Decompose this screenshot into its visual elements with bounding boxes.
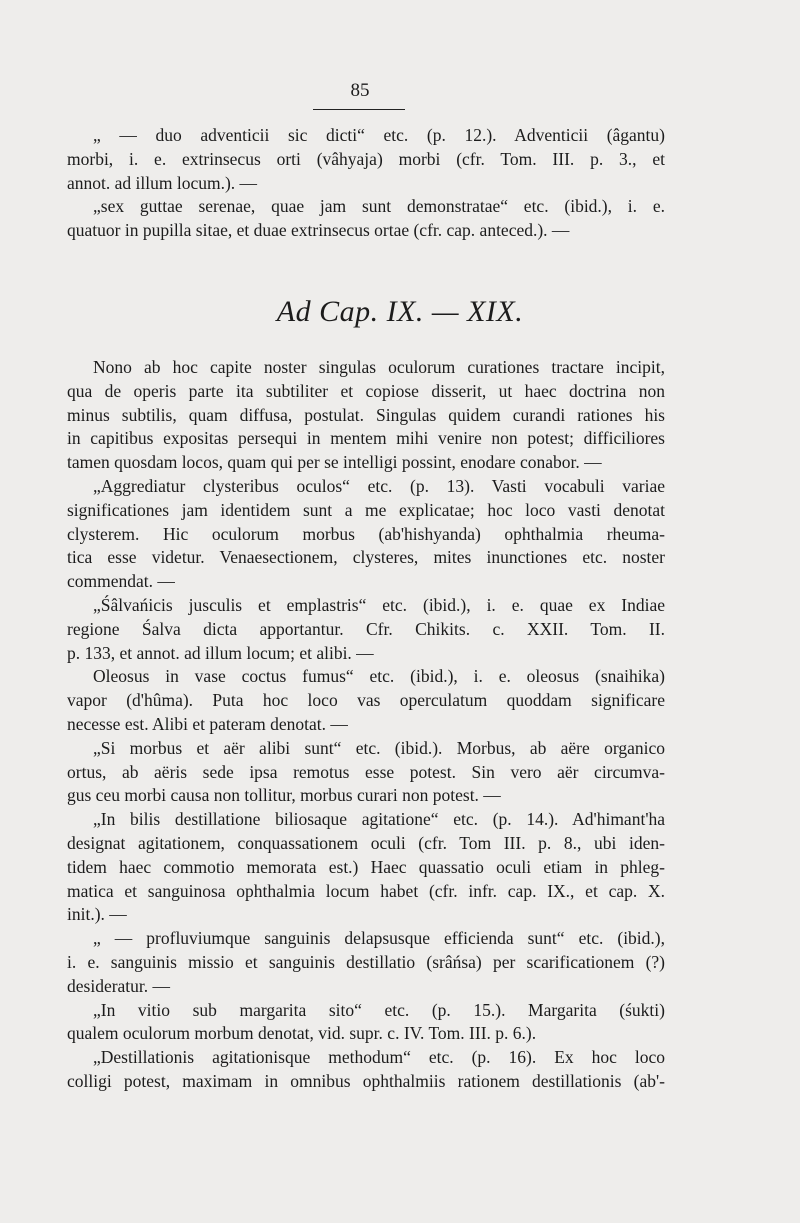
text-line: init.). — <box>67 904 127 925</box>
commentary-body <box>67 356 665 1094</box>
text-line: „In vitio sub margarita sito“ etc. (p. 15.). Margarita (śukti) <box>93 999 665 1020</box>
section-heading: Ad Cap. IX. — XIX. <box>276 295 524 328</box>
text-line: in capitibus expositas persequi in mentem mihi venire non potest; difficiliores <box>67 428 665 449</box>
text-line: vapor (d'hûma). Puta hoc loco vas operculatum quoddam significare <box>67 690 665 711</box>
text-line: necesse est. Alibi et pateram denotat. — <box>67 713 348 734</box>
text-line: „In bilis destillatione biliosaque agitatione“ etc. (p. 14.). Ad'himant'ha <box>93 809 665 830</box>
text-line: annot. ad illum locum.). — <box>67 172 258 193</box>
text-line: „ — duo adventicii sic dicti“ etc. (p. 12.). Adventicii (âgantu) <box>93 125 665 145</box>
text-line: colligi potest, maximam in omnibus ophthalmiis rationem destillationis (ab'- <box>67 1070 665 1091</box>
text-line: significationes jam identidem sunt a me explicatae; hoc loco vasti denotat <box>67 499 665 520</box>
text-line: „Destillationis agitationisque methodum“ etc. (p. 16). Ex hoc loco <box>93 1047 665 1068</box>
text-line: „sex guttae serenae, quae jam sunt demonstratae“ etc. (ibid.), i. e. <box>93 196 665 217</box>
text-line: „Aggrediatur clysteribus oculos“ etc. (p. 13). Vasti vocabuli variae <box>93 475 665 496</box>
text-line: i. e. sanguinis missio et sanguinis destillatio (srâńsa) per scarificationem (?) <box>67 951 665 972</box>
text-line: desideratur. — <box>67 975 171 996</box>
text-line: minus subtilis, quam diffusa, postulat. Singulas quidem curandi rationes his <box>67 404 665 425</box>
text-line: matica et sanguinosa ophthalmia locum habet (cfr. infr. cap. IX., et cap. X. <box>67 880 665 901</box>
text-line: Oleosus in vase coctus fumus“ etc. (ibid.), i. e. oleosus (snaihika) <box>93 666 665 687</box>
text-line: qua de operis parte ita subtiliter et copiose disserit, ut haec doctrina non <box>67 380 665 401</box>
text-line: Nono ab hoc capite noster singulas oculorum curationes tractare incipit, <box>93 357 665 377</box>
page-number: 85 <box>350 80 370 101</box>
text-line: „Si morbus et aër alibi sunt“ etc. (ibid.). Morbus, ab aëre organico <box>93 737 665 758</box>
text-line: ortus, ab aëris sede ipsa remotus esse potest. Sin vero aër circumva- <box>67 761 665 782</box>
text-line: tica esse videtur. Venaesectionem, clysteres, mites inunctiones etc. noster <box>67 547 665 568</box>
text-line: tamen quosdam locos, quam qui per se intelligi possint, enodare conabor. — <box>67 452 602 473</box>
text-line: designat agitationem, conquassationem oculi (cfr. Tom III. p. 8., ubi iden- <box>67 832 665 853</box>
text-line: „ — profluviumque sanguinis delapsusque efficienda sunt“ etc. (ibid.), <box>93 928 665 949</box>
text-line: qualem oculorum morbum denotat, vid. supr. c. IV. Tom. III. p. 6.). <box>67 1023 537 1044</box>
text-line: regione Śalva dicta apportantur. Cfr. Chikits. c. XXII. Tom. II. <box>67 618 665 639</box>
opening-notes <box>67 124 665 243</box>
text-line: gus ceu morbi causa non tollitur, morbus curari non potest. — <box>67 785 501 806</box>
text-line: clysterem. Hic oculorum morbus (ab'hishyanda) ophthalmia rheuma- <box>67 523 665 544</box>
text-line: „Śâlvańicis jusculis et emplastris“ etc. (ibid.), i. e. quae ex Indiae <box>93 594 665 615</box>
page-number-rule <box>313 109 405 110</box>
text-line: p. 133, et annot. ad illum locum; et alibi. — <box>67 642 374 663</box>
text-line: quatuor in pupilla sitae, et duae extrinsecus ortae (cfr. cap. anteced.). — <box>67 220 570 241</box>
text-line: tidem haec commotio memorata est.) Haec quassatio oculi etiam in phleg- <box>67 856 665 877</box>
text-line: morbi, i. e. extrinsecus orti (vâhyaja) morbi (cfr. Tom. III. p. 3., et <box>67 148 665 169</box>
text-line: commendat. — <box>67 571 175 592</box>
